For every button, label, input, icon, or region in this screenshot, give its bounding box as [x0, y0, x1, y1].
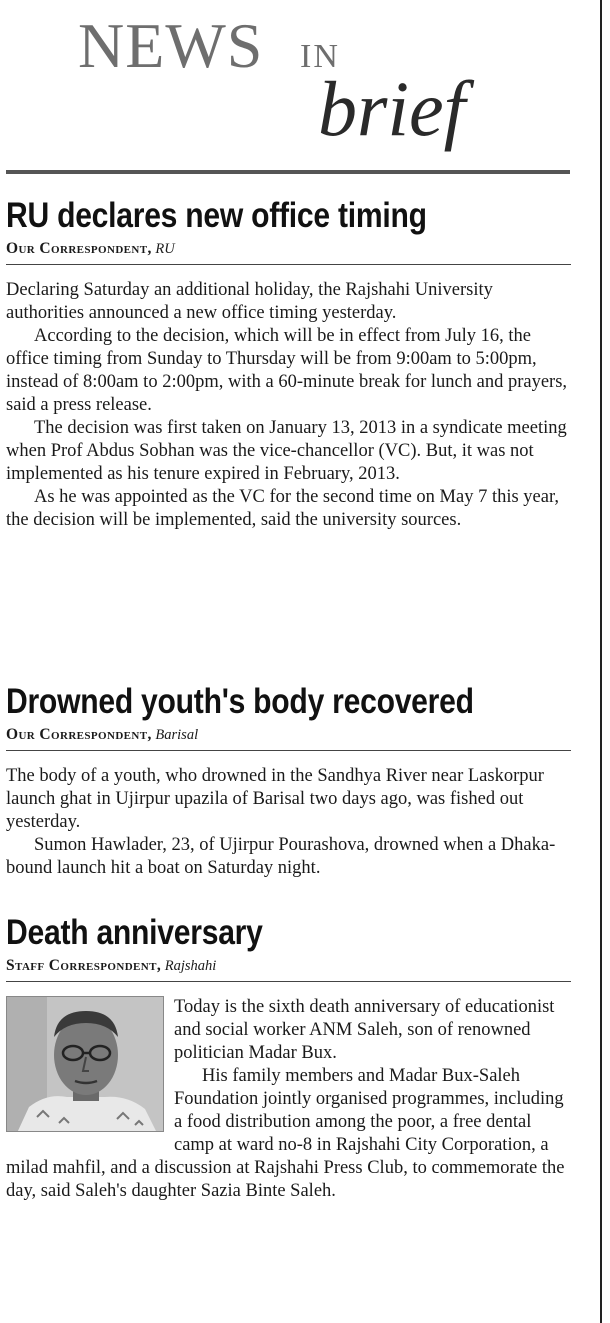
story-headline: Death anniversary	[6, 913, 263, 952]
byline-author: Staff Correspondent,	[6, 957, 162, 974]
byline-location: RU	[155, 241, 175, 257]
byline-location: Barisal	[155, 727, 199, 743]
story-body	[6, 765, 571, 880]
masthead-news: NEWS	[78, 10, 264, 81]
story-ru-office-timing	[6, 196, 571, 532]
masthead-rule	[6, 170, 570, 174]
masthead-in: IN	[300, 38, 340, 75]
story-body	[6, 279, 571, 532]
story-byline	[6, 726, 571, 751]
story-headline: RU declares new office timing	[6, 196, 427, 235]
story-paragraph: According to the decision, which will be in effect from July 16, the office timing from Sunday to Thursday will be from 9:00am to 5:00pm, instead of 8:00am to 2:00pm, with a 60-minute break for lunch and prayers, said a press release.	[6, 326, 568, 415]
story-paragraph: Sumon Hawlader, 23, of Ujirpur Pourashova, drowned when a Dhaka-bound launch hit a boat on Saturday night.	[6, 835, 556, 878]
byline-author: Our Correspondent,	[6, 726, 152, 743]
story-paragraph: The body of a youth, who drowned in the Sandhya River near Laskorpur launch ghat in Ujirpur upazila of Barisal two days ago, was fished out yesterday.	[6, 766, 544, 832]
story-paragraph: The decision was first taken on January 13, 2013 in a syndicate meeting when Prof Abdus Sobhan was the vice-chancellor (VC). But, it was not implemented as his tenure expired in February, 2013.	[6, 418, 567, 484]
masthead	[0, 0, 600, 180]
story-paragraph: Declaring Saturday an additional holiday, the Rajshahi University authorities announced a new office timing yesterday.	[6, 280, 493, 323]
column-rule	[600, 0, 602, 1323]
story-paragraph: His family members and Madar Bux-Saleh Foundation jointly organised programmes, including a food distribution among the poor, a free dental camp at ward no-8 in Rajshahi City Corporation, a milad mahfil, and a discussion at Rajshahi Press Club, to commemorate the day, said Saleh's daughter Sazia Binte Saleh.	[6, 1066, 565, 1201]
story-drowned-youth	[6, 682, 571, 880]
story-death-anniversary	[6, 913, 571, 1203]
story-byline	[6, 240, 571, 265]
masthead-brief: brief	[318, 65, 466, 152]
byline-location: Rajshahi	[164, 958, 217, 974]
portrait-illustration	[7, 997, 164, 1132]
story-paragraph: Today is the sixth death anniversary of educationist and social worker ANM Saleh, son of renowned politician Madar Bux.	[174, 997, 555, 1063]
byline-author: Our Correspondent,	[6, 240, 152, 257]
story-byline	[6, 957, 571, 982]
story-headline: Drowned youth's body recovered	[6, 682, 474, 721]
story-body	[6, 996, 571, 1203]
story-paragraph: As he was appointed as the VC for the second time on May 7 this year, the decision will be implemented, said the university sources.	[6, 487, 560, 530]
portrait-photo	[6, 996, 164, 1132]
